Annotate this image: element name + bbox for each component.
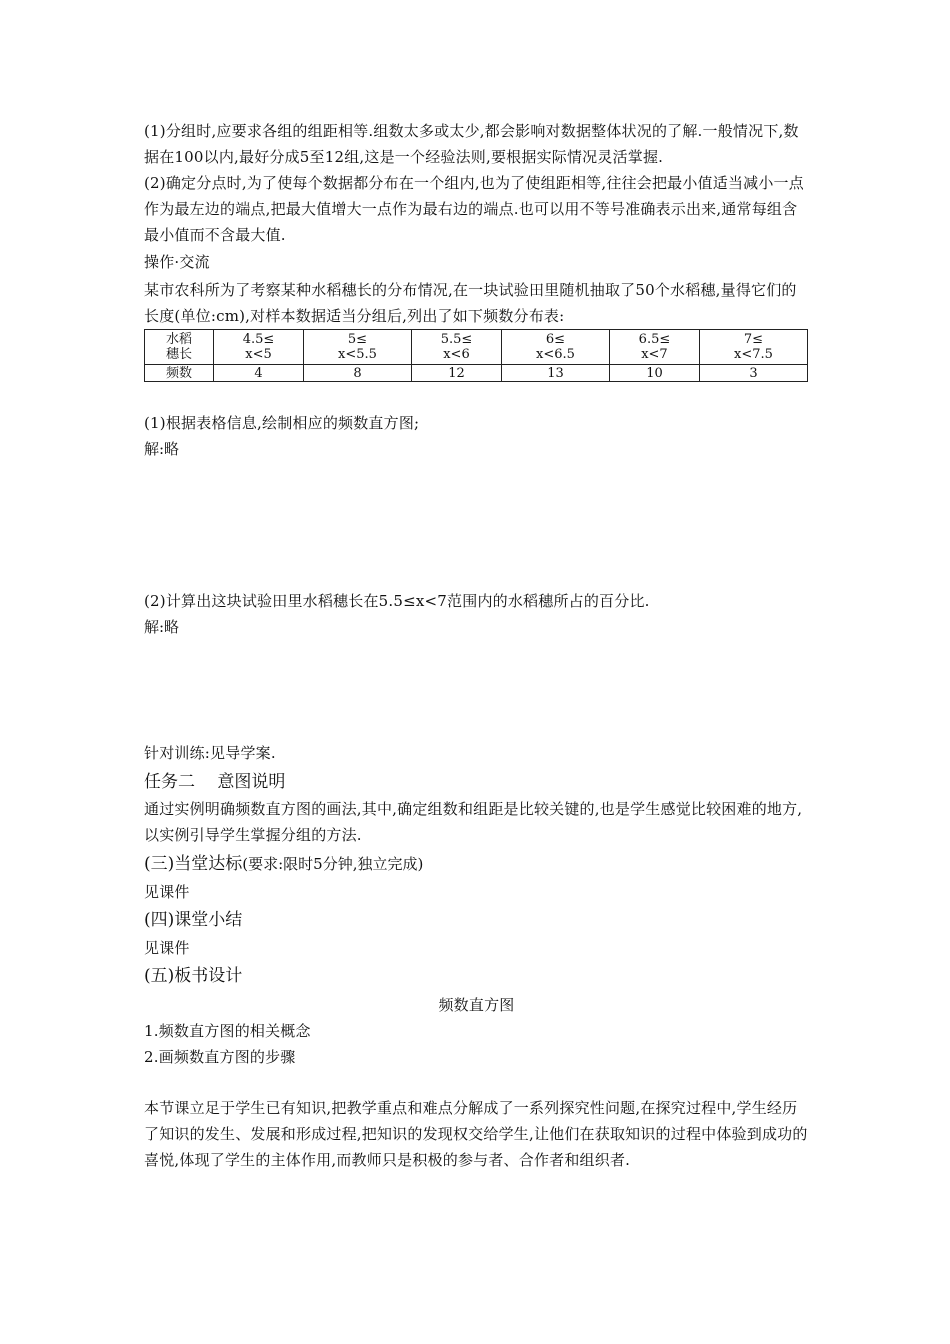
count-cell: 3 (699, 365, 807, 382)
range-cell: 4.5≤ x<5 (214, 330, 304, 365)
section5-heading: (五)板书设计 (144, 966, 243, 986)
count-cell: 8 (303, 365, 411, 382)
reflection: 本节课立足于学生已有知识,把教学重点和难点分解成了一系列探究性问题,在探究过程中,学生经历了知识的发生、发展和形成过程,把知识的发现权交给学生,让他们在获取知识的过程中体验到成功的喜悦,体现了学生的主体作用,而教师只是积极的参与者、合作者和组织者. (144, 1099, 808, 1169)
table-row-ranges (145, 330, 808, 365)
table-header-length: 水稻 穗长 (145, 330, 214, 365)
note-grouping (144, 118, 809, 170)
board-item: 2.画频数直方图的步骤 (144, 1048, 296, 1066)
board-items (144, 1018, 809, 1070)
task2-heading: 任务二 意图说明 (144, 772, 286, 792)
note-split-points (144, 170, 809, 248)
note-2: (2)确定分点时,为了使每个数据都分布在一个组内,也为了使组距相等,往往会把最小值适当减小一点作为最左边的端点,把最大值增大一点作为最右边的端点.也可以用不等号准确表示出来,通常每组含最小值而不含最大值. (144, 174, 804, 244)
operation-intro: 某市农科所为了考察某种水稻穗长的分布情况,在一块试验田里随机抽取了50个水稻穗,量得它们的长度(单位:cm),对样本数据适当分组后,列出了如下频数分布表: (144, 281, 797, 325)
range-cell: 6≤ x<6.5 (501, 330, 609, 365)
range-cell: 5≤ x<5.5 (303, 330, 411, 365)
section4-heading: (四)课堂小结 (144, 910, 243, 930)
range-cell: 7≤ x<7.5 (699, 330, 807, 365)
practice-note: 针对训练:见导学案. (144, 744, 276, 762)
answer-1: 解:略 (144, 440, 180, 458)
task2-body: 通过实例明确频数直方图的画法,其中,确定组数和组距是比较关键的,也是学生感觉比较困难的地方,以实例引导学生掌握分组的方法. (144, 800, 803, 844)
section3-heading: (三)当堂达标(要求:限时5分钟,独立完成) (144, 854, 424, 874)
range-cell: 6.5≤ x<7 (609, 330, 699, 365)
board-title: 频数直方图 (438, 996, 515, 1014)
count-cell: 13 (501, 365, 609, 382)
section4-body: 见课件 (144, 939, 190, 957)
board-item: 1.频数直方图的相关概念 (144, 1022, 311, 1040)
count-cell: 4 (214, 365, 304, 382)
question-1: (1)根据表格信息,绘制相应的频数直方图; 解:略 (144, 410, 809, 462)
frequency-table (144, 329, 808, 382)
operation-heading: 操作·交流 (144, 253, 210, 271)
question-2: (2)计算出这块试验田里水稻穗长在5.5≤x<7范围内的水稻穗所占的百分比. 解:略 (144, 588, 809, 640)
table-row-counts (145, 365, 808, 382)
table-header-frequency: 频数 (145, 365, 214, 382)
note-1: (1)分组时,应要求各组的组距相等.组数太多或太少,都会影响对数据整体状况的了解.一般情况下,数据在100以内,最好分成5至12组,这是一个经验法则,要根据实际情况灵活掌握. (144, 122, 799, 166)
section3-body: 见课件 (144, 883, 190, 901)
count-cell: 12 (411, 365, 501, 382)
answer-2: 解:略 (144, 618, 180, 636)
count-cell: 10 (609, 365, 699, 382)
range-cell: 5.5≤ x<6 (411, 330, 501, 365)
